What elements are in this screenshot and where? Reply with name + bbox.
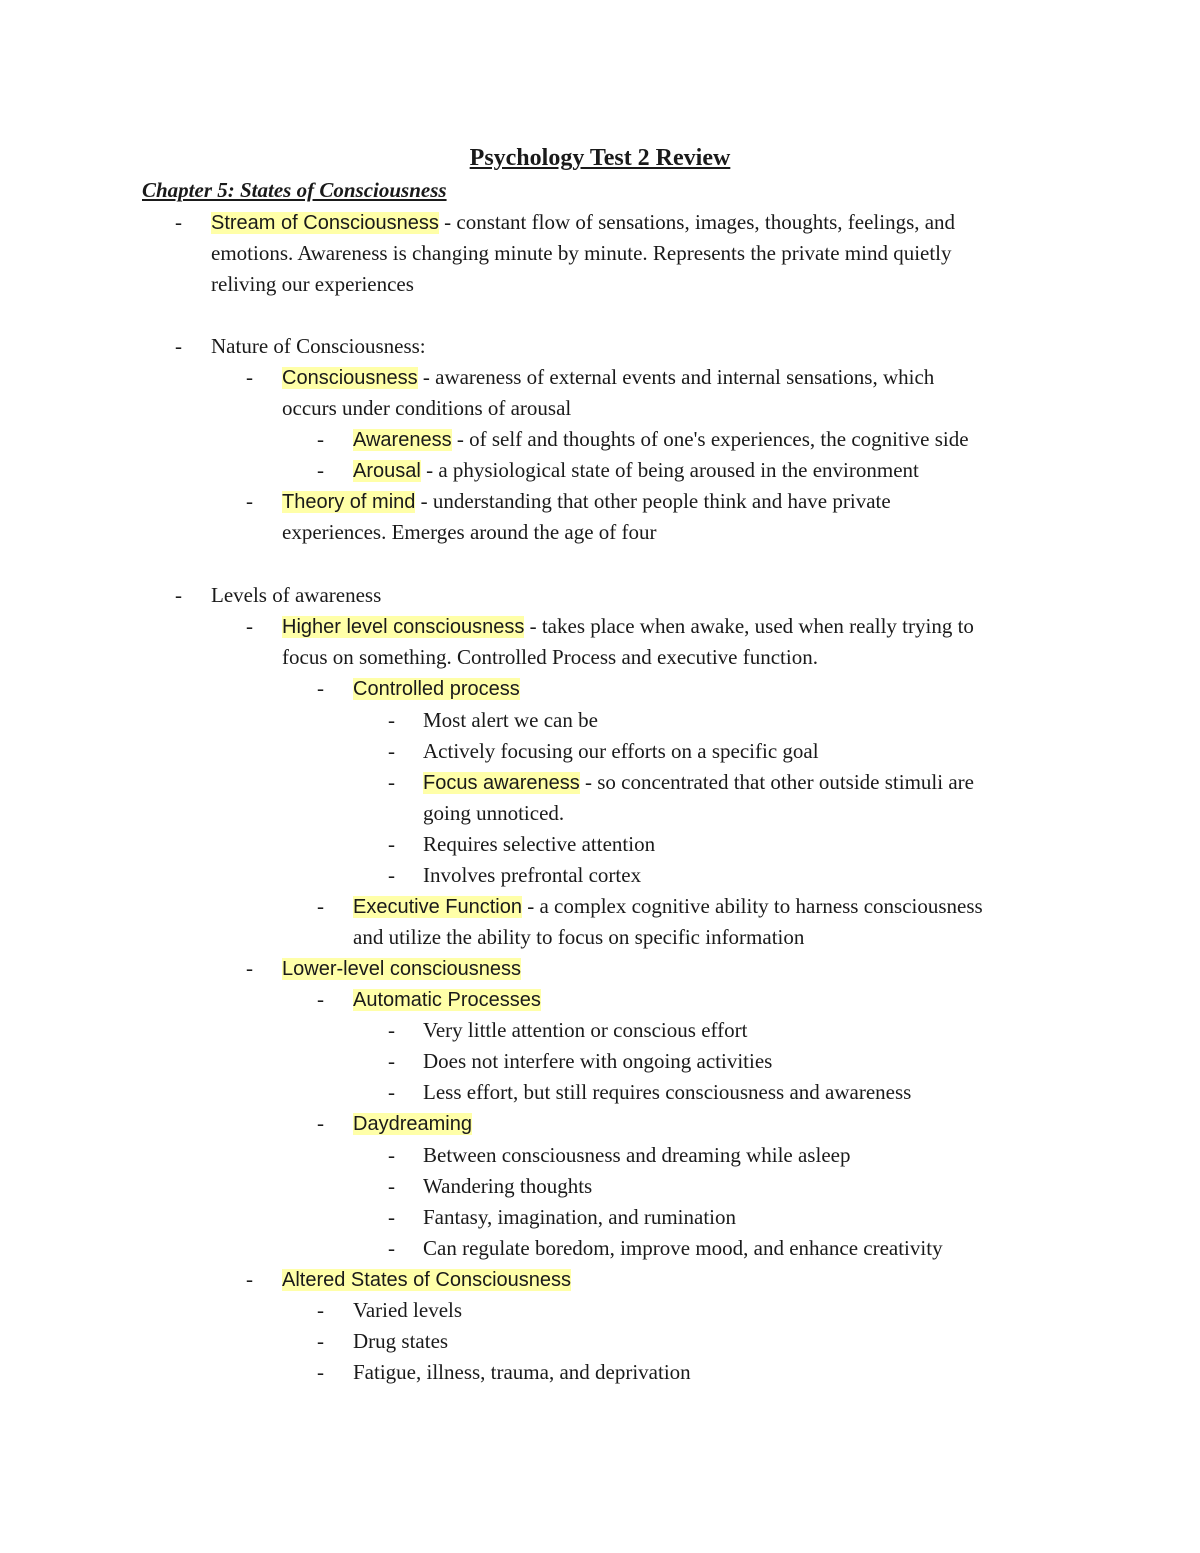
- bullet: -: [317, 427, 324, 451]
- list-item: Fantasy, imagination, and rumination: [423, 1205, 737, 1229]
- bullet: -: [388, 1080, 395, 1104]
- list-item: [282, 1264, 571, 1296]
- list-item: [353, 1108, 472, 1140]
- bullet: -: [388, 1049, 395, 1073]
- list-item-continuation: and utilize the ability to focus on specific information: [353, 925, 805, 949]
- list-item: Involves prefrontal cortex: [423, 863, 642, 887]
- bullet: -: [317, 987, 324, 1011]
- bullet: -: [388, 739, 395, 763]
- list-item-continuation: experiences. Emerges around the age of four: [282, 520, 657, 544]
- list-item: Varied levels: [353, 1298, 463, 1322]
- list-item: Can regulate boredom, improve mood, and enhance creativity: [423, 1236, 943, 1260]
- highlighted-term: Consciousness: [282, 367, 418, 389]
- highlighted-term: Automatic Processes: [353, 989, 541, 1011]
- highlighted-term: Focus awareness: [423, 772, 580, 794]
- bullet: -: [388, 1236, 395, 1260]
- bullet: -: [317, 1111, 324, 1135]
- list-item: Theory of mind - understanding that other people think and have private: [282, 489, 891, 513]
- highlighted-term: Stream of Consciousness: [211, 212, 439, 234]
- bullet: -: [175, 210, 182, 234]
- list-item: Focus awareness - so concentrated that other outside stimuli are: [423, 770, 974, 794]
- list-item-continuation: focus on something. Controlled Process and executive function.: [282, 645, 818, 669]
- bullet: -: [246, 365, 253, 389]
- bullet: -: [388, 863, 395, 887]
- list-item: Higher level consciousness - takes place when awake, used when really trying to: [282, 614, 974, 638]
- list-item: Levels of awareness: [211, 583, 382, 607]
- list-item: Executive Function - a complex cognitive ability to harness consciousness: [353, 894, 983, 918]
- chapter-heading: Chapter 5: States of Consciousness: [142, 178, 447, 202]
- list-item: Between consciousness and dreaming while asleep: [423, 1143, 851, 1167]
- bullet: -: [246, 1267, 253, 1291]
- list-item: Wandering thoughts: [423, 1174, 593, 1198]
- bullet: -: [317, 458, 324, 482]
- highlighted-term: Lower-level consciousness: [282, 958, 522, 980]
- bullet: -: [388, 770, 395, 794]
- list-item: Nature of Consciousness:: [211, 334, 426, 358]
- bullet: -: [388, 1018, 395, 1042]
- highlighted-term: Daydreaming: [353, 1113, 472, 1135]
- list-item: Arousal - a physiological state of being aroused in the environment: [353, 458, 919, 482]
- bullet: -: [246, 614, 253, 638]
- list-item: Very little attention or conscious effort: [423, 1018, 748, 1042]
- bullet: -: [317, 1360, 324, 1384]
- bullet: -: [388, 708, 395, 732]
- highlighted-term: Arousal: [353, 460, 421, 482]
- highlighted-term: Altered States of Consciousness: [282, 1269, 572, 1291]
- list-item-continuation: reliving our experiences: [211, 272, 414, 296]
- bullet: -: [388, 1143, 395, 1167]
- list-item: [282, 953, 521, 985]
- list-item: Does not interfere with ongoing activities: [423, 1049, 773, 1073]
- list-item: Fatigue, illness, trauma, and deprivation: [353, 1360, 691, 1384]
- list-item-continuation: going unnoticed.: [423, 801, 565, 825]
- highlighted-term: Awareness: [353, 429, 452, 451]
- bullet: -: [388, 1205, 395, 1229]
- list-item-continuation: occurs under conditions of arousal: [282, 396, 572, 420]
- bullet: -: [246, 956, 253, 980]
- bullet: -: [388, 1174, 395, 1198]
- list-item-continuation: emotions. Awareness is changing minute by minute. Represents the private mind quietly: [211, 241, 952, 265]
- list-item: [353, 673, 520, 705]
- list-item: Less effort, but still requires consciousness and awareness: [423, 1080, 912, 1104]
- list-item: Awareness - of self and thoughts of one's experiences, the cognitive side: [353, 427, 969, 451]
- list-item: Actively focusing our efforts on a specific goal: [423, 739, 819, 763]
- bullet: -: [388, 832, 395, 856]
- bullet: -: [317, 1298, 324, 1322]
- page-title: Psychology Test 2 Review: [469, 145, 731, 171]
- bullet: -: [317, 1329, 324, 1353]
- list-item: Stream of Consciousness - constant flow of sensations, images, thoughts, feelings, and: [211, 210, 956, 234]
- bullet: -: [246, 489, 253, 513]
- list-item: Consciousness - awareness of external events and internal sensations, which: [282, 365, 935, 389]
- bullet: -: [317, 676, 324, 700]
- highlighted-term: Theory of mind: [282, 491, 416, 513]
- highlighted-term: Controlled process: [353, 678, 520, 700]
- list-item: [353, 984, 541, 1016]
- highlighted-term: Executive Function: [353, 896, 522, 918]
- list-item: Requires selective attention: [423, 832, 656, 856]
- highlighted-term: Higher level consciousness: [282, 616, 525, 638]
- bullet: -: [175, 583, 182, 607]
- bullet: -: [175, 334, 182, 358]
- list-item: Drug states: [353, 1329, 449, 1353]
- list-item: Most alert we can be: [423, 708, 598, 732]
- bullet: -: [317, 894, 324, 918]
